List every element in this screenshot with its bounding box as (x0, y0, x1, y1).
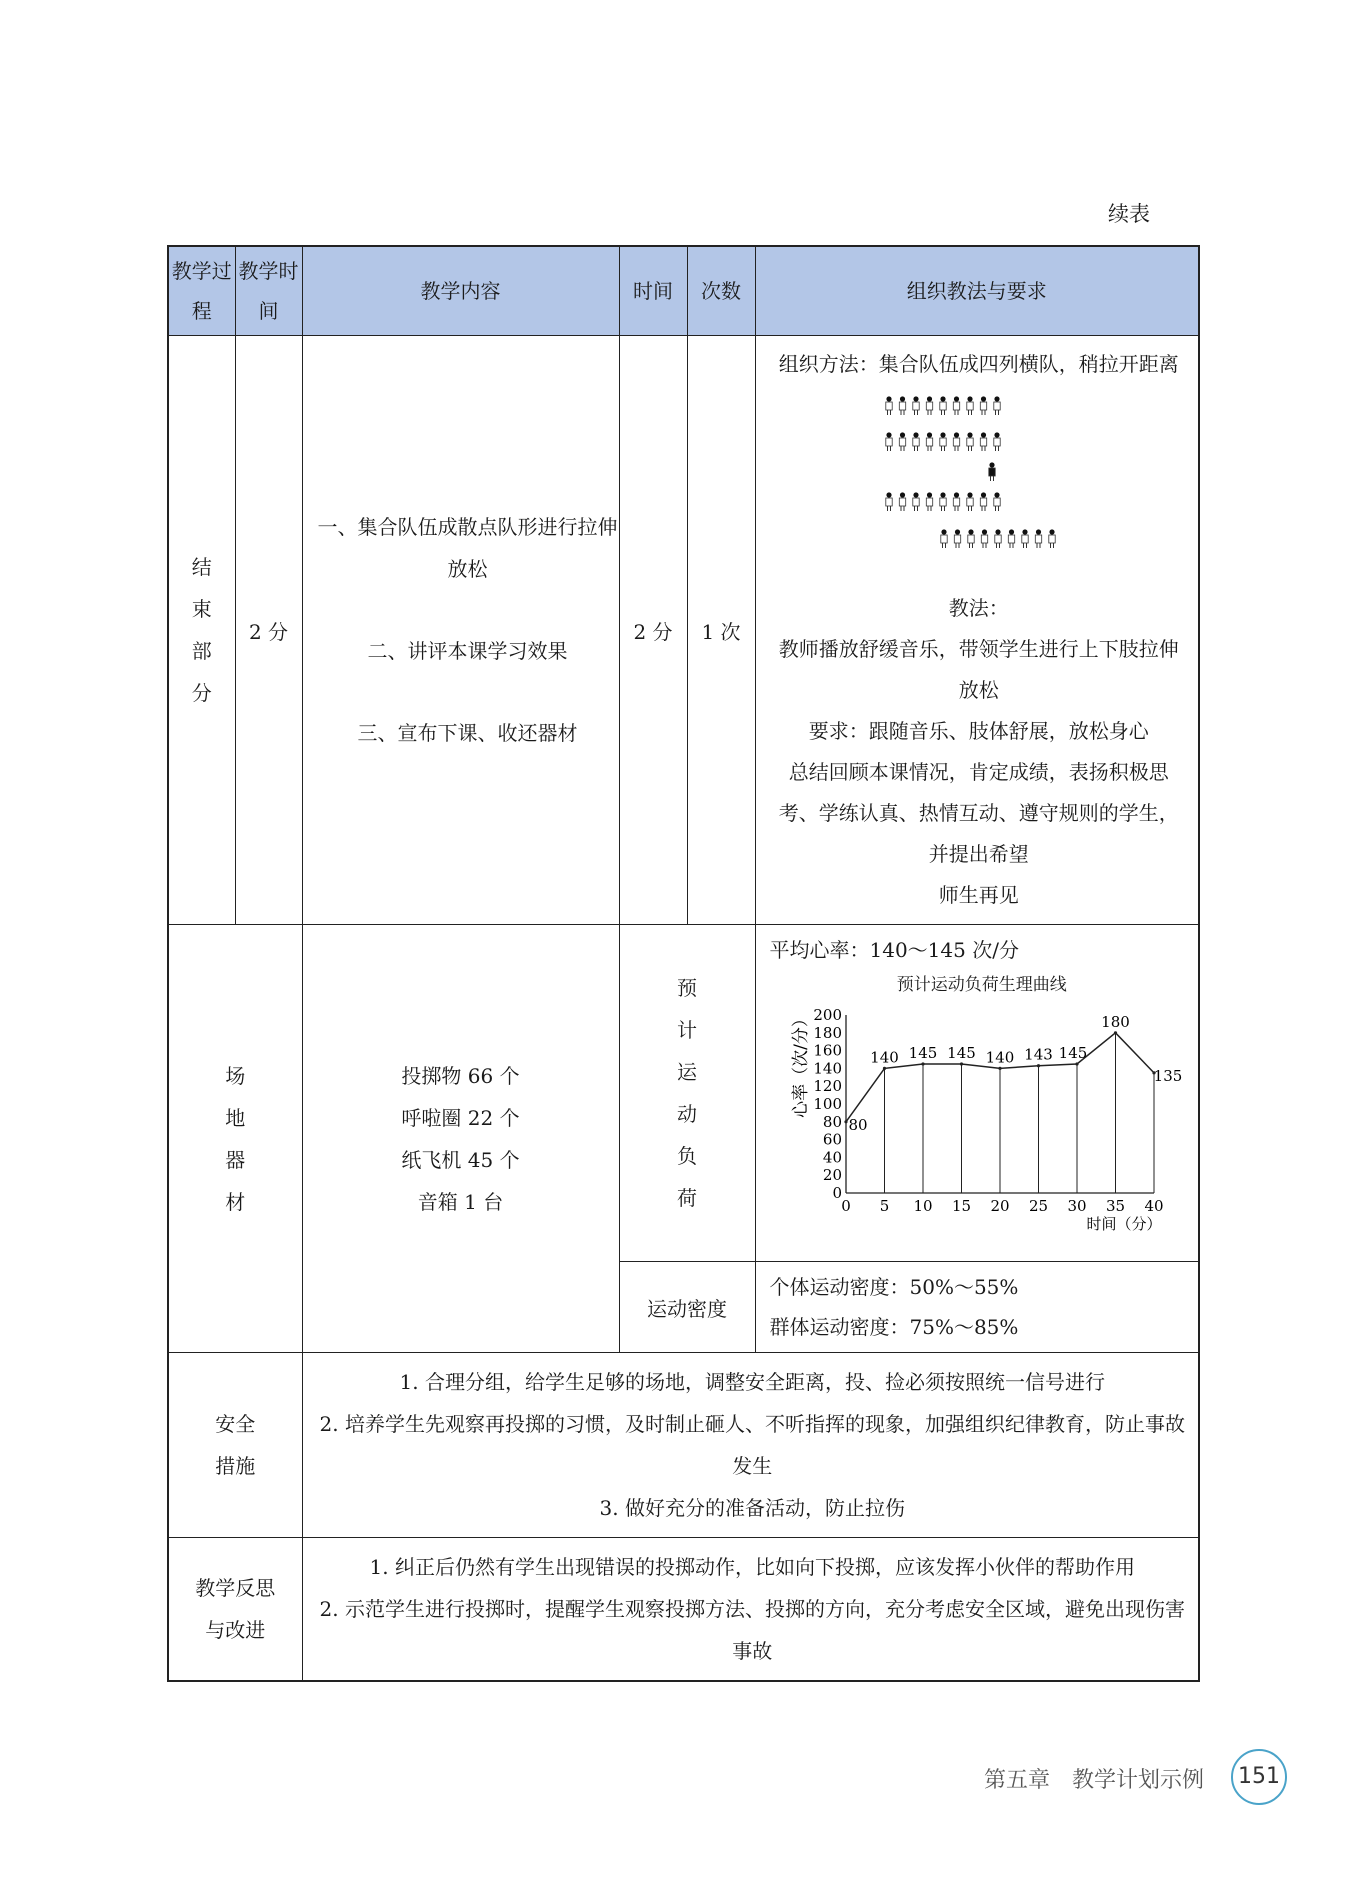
student-figure-icon (886, 396, 892, 415)
student-figure-icon (913, 396, 919, 415)
student-figure-icon (913, 432, 919, 451)
figure-head (940, 492, 945, 497)
y-tick-label: 160 (812, 1041, 842, 1060)
figure-body (899, 498, 905, 506)
header-process: 教学过程 (168, 246, 235, 336)
reflection-item: 2. 示范学生进行投掷时，提醒学生观察投掷方法、投掷的方向，充分考虑安全区域，避免出现伤害事故 (319, 1597, 1185, 1663)
end-section-row (168, 336, 1199, 925)
data-point (1036, 1064, 1039, 1067)
chart-title: 预计运动负荷生理曲线 (896, 975, 1067, 995)
figure-head (886, 492, 891, 497)
student-figure-icon (954, 529, 960, 548)
continued-table-label: 续表 (1108, 202, 1150, 226)
figure-head (967, 492, 972, 497)
safety-item: 1. 合理分组，给学生足够的场地，调整安全距离，投、捡必须按照统一信号进行 (399, 1370, 1105, 1394)
student-figure-icon (926, 432, 932, 451)
header-method: 组织教法与要求 (755, 246, 1199, 336)
student-figure-icon (940, 396, 946, 415)
figure-head (913, 432, 918, 437)
reflection-row (168, 1538, 1199, 1682)
figure-head (927, 432, 932, 437)
safety-item: 3. 做好充分的准备活动，防止拉伤 (599, 1496, 905, 1520)
figure-head (955, 529, 960, 534)
student-figure-icon (1008, 529, 1014, 548)
data-label: 140 (985, 1048, 1014, 1067)
data-point (882, 1067, 885, 1070)
end-section-content: 一、集合队伍成散点队形进行拉伸放松 二、讲评本课学习效果 三、宣布下课、收还器材 (302, 336, 619, 925)
y-tick-label: 40 (822, 1148, 842, 1167)
student-figure-icon (941, 529, 947, 548)
student-figure-icon (926, 396, 932, 415)
figure-head (900, 492, 905, 497)
x-tick-label: 40 (1143, 1197, 1164, 1215)
figure-body (954, 535, 960, 543)
figure-head (994, 432, 999, 437)
teaching-label: 教法： (948, 596, 1009, 620)
student-figure-icon (913, 492, 919, 511)
figure-body (913, 438, 919, 446)
student-figure-icon (980, 396, 986, 415)
venue-row (168, 925, 1199, 1262)
figure-head (994, 396, 999, 401)
y-tick-label: 200 (812, 1006, 842, 1024)
formation-diagram (770, 395, 1189, 570)
figure-head (900, 432, 905, 437)
figure-body (953, 402, 959, 410)
header-count: 次数 (687, 246, 755, 336)
data-label: 80 (847, 1115, 868, 1134)
student-figure-icon (953, 492, 959, 511)
figure-body (967, 498, 973, 506)
student-figure-icon (967, 396, 973, 415)
figure-body (989, 468, 995, 476)
student-figure-icon (940, 492, 946, 511)
student-figure-icon (967, 432, 973, 451)
data-label: 143 (1023, 1045, 1053, 1064)
y-tick-label: 120 (812, 1077, 842, 1096)
individual-density: 个体运动密度：50%～55% (769, 1275, 1019, 1299)
figure-head (967, 396, 972, 401)
header-time2: 时间 (619, 246, 687, 336)
student-figure-icon (886, 432, 892, 451)
figure-head (1022, 529, 1027, 534)
figure-body (940, 402, 946, 410)
figure-head (927, 492, 932, 497)
figure-head (913, 492, 918, 497)
figure-head (940, 432, 945, 437)
student-figure-icon (940, 432, 946, 451)
figure-body (1049, 535, 1055, 543)
safety-label: 安全 措施 (168, 1353, 302, 1538)
student-figure-icon (994, 396, 1000, 415)
figure-head (954, 396, 959, 401)
student-figure-icon (968, 529, 974, 548)
safety-item: 2. 培养学生先观察再投掷的习惯，及时制止砸人、不听指挥的现象，加强组织纪律教育，防止事故发生 (319, 1412, 1185, 1478)
data-label: 145 (908, 1043, 937, 1062)
figure-head (981, 396, 986, 401)
student-figure-icon (899, 492, 905, 511)
figure-body (941, 535, 947, 543)
figure-body (886, 498, 892, 506)
figure-head (886, 396, 891, 401)
data-point (844, 1120, 847, 1123)
figure-body (980, 438, 986, 446)
y-tick-label: 180 (812, 1023, 842, 1042)
figure-head (1009, 529, 1014, 534)
data-label: 135 (1153, 1066, 1182, 1085)
y-tick-label: 60 (822, 1130, 842, 1149)
student-figure-icon (980, 432, 986, 451)
avg-heart-rate: 平均心率：140～145 次/分 (769, 938, 1019, 962)
x-axis-label: 时间（分） (1085, 1215, 1162, 1233)
figure-body (995, 535, 1001, 543)
end-section-time: 2 分 (619, 336, 687, 925)
end-section-duration: 2 分 (235, 336, 302, 925)
student-figure-icon (953, 396, 959, 415)
student-figure-icon (994, 432, 1000, 451)
data-label: 180 (1100, 1012, 1130, 1031)
student-figure-icon (967, 492, 973, 511)
student-figure-icon (899, 396, 905, 415)
figure-head (954, 492, 959, 497)
figure-head (913, 396, 918, 401)
venue-items: 投掷物 66 个 呼啦圈 22 个 纸飞机 45 个 音箱 1 台 (302, 925, 619, 1353)
density-values (755, 1262, 1199, 1353)
figure-head (994, 492, 999, 497)
figure-body (899, 402, 905, 410)
student-figure-icon (1035, 529, 1041, 548)
student-figure-icon (953, 432, 959, 451)
student-figure-icon (980, 492, 986, 511)
x-tick-label: 35 (1105, 1197, 1125, 1215)
heart-rate-chart (776, 997, 1182, 1235)
reflection-item: 1. 纠正后仍然有学生出现错误的投掷动作，比如向下投掷，应该发挥小伙伴的帮助作用 (369, 1555, 1135, 1579)
data-label: 145 (1058, 1043, 1087, 1062)
figure-body (953, 438, 959, 446)
data-point (921, 1062, 924, 1065)
figure-body (913, 498, 919, 506)
figure-body (940, 498, 946, 506)
page-number: 151 (1231, 1749, 1287, 1805)
density-label: 运动密度 (619, 1262, 755, 1353)
figure-head (1049, 529, 1054, 534)
group-density: 群体运动密度：75%～85% (769, 1315, 1019, 1339)
x-tick-label: 0 (840, 1197, 851, 1215)
y-tick-label: 100 (812, 1095, 842, 1113)
reflection-items (302, 1538, 1199, 1682)
y-tick-label: 20 (822, 1166, 842, 1185)
figure-head (900, 396, 905, 401)
teaching-text: 教师播放舒缓音乐，带领学生进行上下肢拉伸放松 (778, 637, 1179, 702)
table-header-row (168, 246, 1199, 336)
requirement-text: 要求：跟随音乐、肢体舒展，放松身心 (808, 719, 1149, 743)
student-figure-icon (995, 529, 1001, 548)
venue-label: 场 地 器 材 (168, 925, 302, 1353)
figure-head (967, 432, 972, 437)
formation-figures (879, 395, 1079, 570)
student-figure-icon (1049, 529, 1055, 548)
data-point (1075, 1062, 1078, 1065)
figure-body (899, 438, 905, 446)
load-chart-cell (755, 925, 1199, 1262)
x-tick-label: 20 (989, 1197, 1010, 1215)
x-tick-label: 10 (912, 1197, 933, 1215)
student-figure-icon (886, 492, 892, 511)
figure-head (1036, 529, 1041, 534)
header-content: 教学内容 (302, 246, 619, 336)
end-section-method (755, 336, 1199, 925)
x-tick-label: 5 (879, 1197, 889, 1215)
figure-body (953, 498, 959, 506)
student-figure-icon (981, 529, 987, 548)
figure-head (981, 432, 986, 437)
figure-body (926, 438, 932, 446)
x-tick-label: 30 (1066, 1197, 1087, 1215)
load-label: 预 计 运 动 负 荷 (619, 925, 755, 1262)
y-axis-label: 心率（次/分） (790, 1010, 811, 1118)
figure-body (1035, 535, 1041, 543)
figure-head (954, 432, 959, 437)
figure-body (967, 438, 973, 446)
figure-head (886, 432, 891, 437)
data-point (1113, 1031, 1116, 1034)
x-tick-label: 15 (951, 1197, 971, 1215)
end-section-count: 1 次 (687, 336, 755, 925)
x-tick-label: 25 (1028, 1197, 1048, 1215)
figure-head (940, 396, 945, 401)
figure-head (995, 529, 1000, 534)
summary-text: 总结回顾本课情况，肯定成绩，表扬积极思考、学练认真、热情互动、遵守规则的学生，并提出希望 (778, 760, 1179, 866)
figure-head (989, 462, 994, 467)
figure-body (980, 498, 986, 506)
figure-body (980, 402, 986, 410)
org-method-text: 组织方法：集合队伍成四列横队，稍拉开距离 (778, 352, 1179, 376)
figure-body (926, 402, 932, 410)
figure-body (968, 535, 974, 543)
footer-chapter: 第五章 教学计划示例 (984, 1768, 1205, 1793)
data-point (998, 1067, 1001, 1070)
data-label: 140 (869, 1048, 899, 1067)
safety-items (302, 1353, 1199, 1538)
y-tick-label: 80 (822, 1112, 842, 1131)
figure-body (886, 438, 892, 446)
lesson-plan-table (167, 245, 1200, 1682)
student-figure-icon (989, 462, 995, 481)
figure-body (994, 402, 1000, 410)
figure-body (913, 402, 919, 410)
y-tick-label: 0 (831, 1184, 842, 1202)
header-time1: 教学时间 (235, 246, 302, 336)
figure-body (1008, 535, 1014, 543)
figure-body (981, 535, 987, 543)
figure-body (967, 402, 973, 410)
figure-body (886, 402, 892, 410)
data-point (959, 1062, 962, 1065)
student-figure-icon (899, 432, 905, 451)
farewell-text: 师生再见 (938, 883, 1019, 907)
safety-row (168, 1353, 1199, 1538)
student-figure-icon (926, 492, 932, 511)
figure-body (1022, 535, 1028, 543)
figure-head (982, 529, 987, 534)
end-section-label: 结 束 部 分 (168, 336, 235, 925)
student-figure-icon (1022, 529, 1028, 548)
figure-head (927, 396, 932, 401)
figure-body (940, 438, 946, 446)
student-figure-icon (994, 492, 1000, 511)
figure-body (994, 438, 1000, 446)
figure-head (968, 529, 973, 534)
figure-body (926, 498, 932, 506)
figure-head (941, 529, 946, 534)
figure-body (994, 498, 1000, 506)
figure-head (981, 492, 986, 497)
reflection-label: 教学反思 与改进 (168, 1538, 302, 1682)
y-tick-label: 140 (812, 1059, 842, 1078)
data-label: 145 (946, 1043, 976, 1062)
